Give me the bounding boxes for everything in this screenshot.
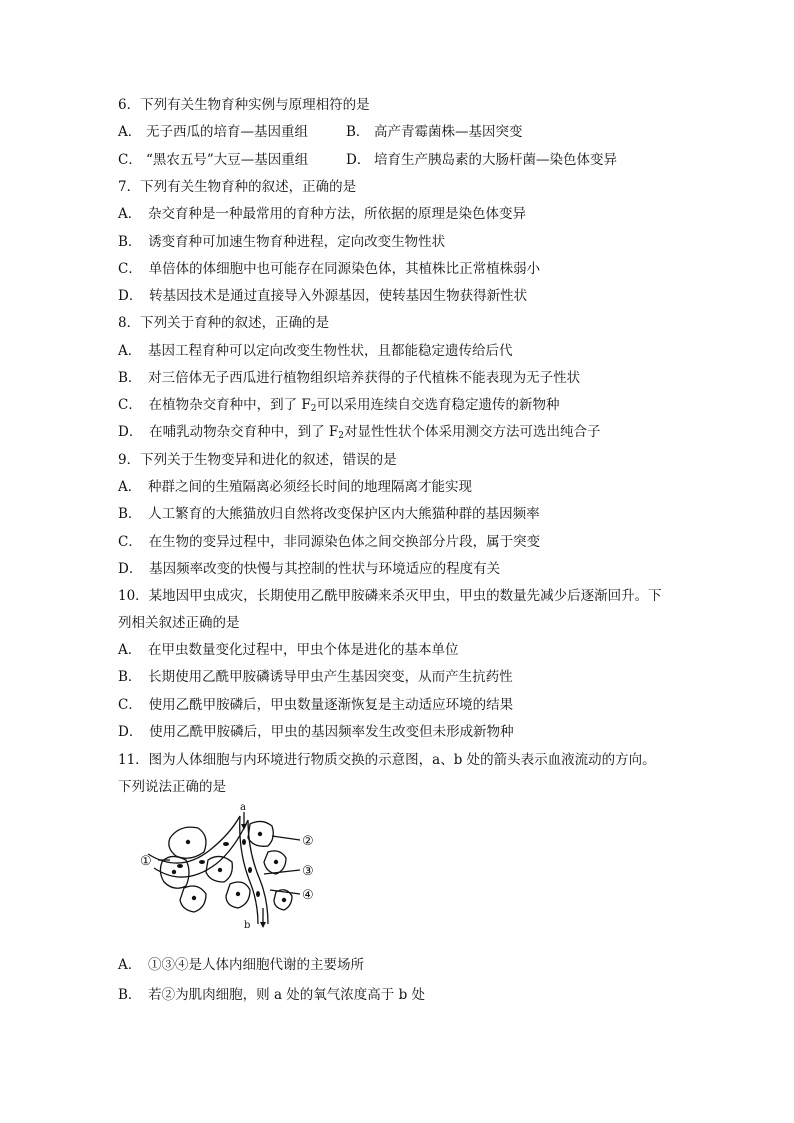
q6-option-c [118, 151, 308, 169]
label-b: b [244, 920, 251, 931]
q6-d-label: D． [346, 152, 371, 168]
nucleus [236, 892, 240, 896]
nucleus [282, 898, 286, 902]
q7-option-b: B． 诱变育种可加速生物育种进程，定向改变生物性状 [118, 234, 446, 250]
label-3: ③ [302, 864, 314, 879]
blood-cell [256, 891, 260, 897]
q6-option-d [346, 151, 617, 169]
q10-option-a: A． 在甲虫数量变化过程中，甲虫个体是进化的基本单位 [118, 642, 459, 658]
q7-stem: 7．下列有关生物育种的叙述，正确的是 [118, 179, 357, 195]
q11-stem-line1: 11．图为人体细胞与内环境进行物质交换的示意图，a、b 处的箭头表示血液流动的方向。 [118, 752, 656, 768]
q6-a-text: 无子西瓜的培育—基因重组 [146, 124, 308, 140]
arrow-a-head [241, 824, 247, 830]
capillary-wall-lower [154, 820, 248, 877]
q10-stem-line2: 列相关叙述正确的是 [118, 615, 240, 631]
blood-cell [248, 867, 252, 873]
q10-option-c: C． 使用乙酰甲胺磷后，甲虫数量逐渐恢复是主动适应环境的结果 [118, 697, 514, 713]
q9-option-b: B． 人工繁育的大熊猫放归自然将改变保护区内大熊猫种群的基因频率 [118, 506, 540, 522]
q10-option-b: B． 长期使用乙酰甲胺磷诱导甲虫产生基因突变，从而产生抗药性 [118, 669, 513, 685]
blood-cell [242, 839, 246, 845]
q8-c-sub: 2 [310, 404, 317, 414]
arrow-b-head [260, 922, 266, 928]
pointer-2 [272, 836, 300, 840]
q7-option-a: A． 杂交育种是一种最常用的育种方法，所依据的原理是染色体变异 [118, 206, 526, 222]
q11-option-a: A． ①③④是人体内细胞代谢的主要场所 [118, 957, 364, 973]
q10-stem-line1: 10．某地因甲虫成灾，长期使用乙酰甲胺磷来杀灭甲虫，甲虫的数量先减少后逐渐回升。下 [118, 588, 662, 604]
q8-c-pre: C． 在植物杂交育种中，到了 F [118, 397, 311, 413]
q8-d-pre: D． 在哺乳动物杂交育种中，到了 F [118, 424, 339, 440]
q6-option-a [118, 123, 308, 141]
nucleus [218, 868, 222, 872]
nucleus [192, 896, 196, 900]
q6-d-text: 培育生产胰岛素的大肠杆菌—染色体变异 [374, 152, 617, 168]
q10-option-d: D． 使用乙酰甲胺磷后，甲虫的基因频率发生改变但未形成新物种 [118, 724, 514, 740]
q6-stem: 6．下列有关生物育种实例与原理相符的是 [118, 97, 370, 113]
q8-stem: 8．下列关于育种的叙述，正确的是 [118, 315, 330, 331]
tissue-exchange-diagram [140, 802, 330, 931]
q8-option-a: A． 基因工程育种可以定向改变生物性状，且都能稳定遗传给后代 [118, 343, 513, 359]
q8-d-post: 对显性性状个体采用测交方法可选出纯合子 [343, 424, 601, 440]
q9-stem: 9．下列关于生物变异和进化的叙述，错误的是 [118, 452, 397, 468]
label-2: ② [302, 834, 314, 849]
q8-option-c [118, 396, 559, 418]
q6-b-label: B． [346, 124, 370, 140]
label-1: ① [140, 854, 152, 869]
blood-cell [199, 860, 205, 864]
label-a: a [240, 802, 246, 813]
nucleus [258, 832, 262, 836]
q9-option-a: A． 种群之间的生殖隔离必须经长时间的地理隔离才能实现 [118, 479, 472, 495]
q6-c-text: “黑农五号”大豆—基因重组 [146, 152, 309, 168]
blood-cell [177, 864, 183, 868]
q6-c-label: C． [118, 152, 142, 168]
q7-option-c: C． 单倍体的体细胞中也可能存在同源染色体，其植株比正常植株弱小 [118, 261, 541, 277]
q9-option-d: D． 基因频率改变的快慢与其控制的性状与环境适应的程度有关 [118, 561, 501, 577]
q8-c-post: 可以采用连续自交选育稳定遗传的新物种 [316, 397, 560, 413]
q8-d-sub: 2 [338, 431, 344, 441]
q7-option-d: D． 转基因技术是通过直接导入外源基因，使转基因生物获得新性状 [118, 288, 528, 304]
q6-b-text: 高产青霉菌株—基因突变 [374, 124, 523, 140]
nucleus [274, 860, 278, 864]
q6-a-label: A． [118, 124, 142, 140]
q6-option-b [346, 123, 523, 141]
blood-cell [223, 842, 229, 846]
q8-option-d [118, 423, 600, 445]
q11-stem-line2: 下列说法正确的是 [118, 779, 226, 795]
capillary-wall-upper [148, 816, 240, 863]
nucleus [172, 870, 176, 874]
q9-option-c: C． 在生物的变异过程中，非同源染色体之间交换部分片段，属于突变 [118, 534, 541, 550]
nucleus [186, 840, 190, 844]
q8-option-b: B． 对三倍体无子西瓜进行植物组织培养获得的子代植株不能表现为无子性状 [118, 370, 581, 386]
q11-option-b: B． 若②为肌肉细胞，则 a 处的氧气浓度高于 b 处 [118, 987, 426, 1003]
label-4: ④ [302, 888, 314, 903]
